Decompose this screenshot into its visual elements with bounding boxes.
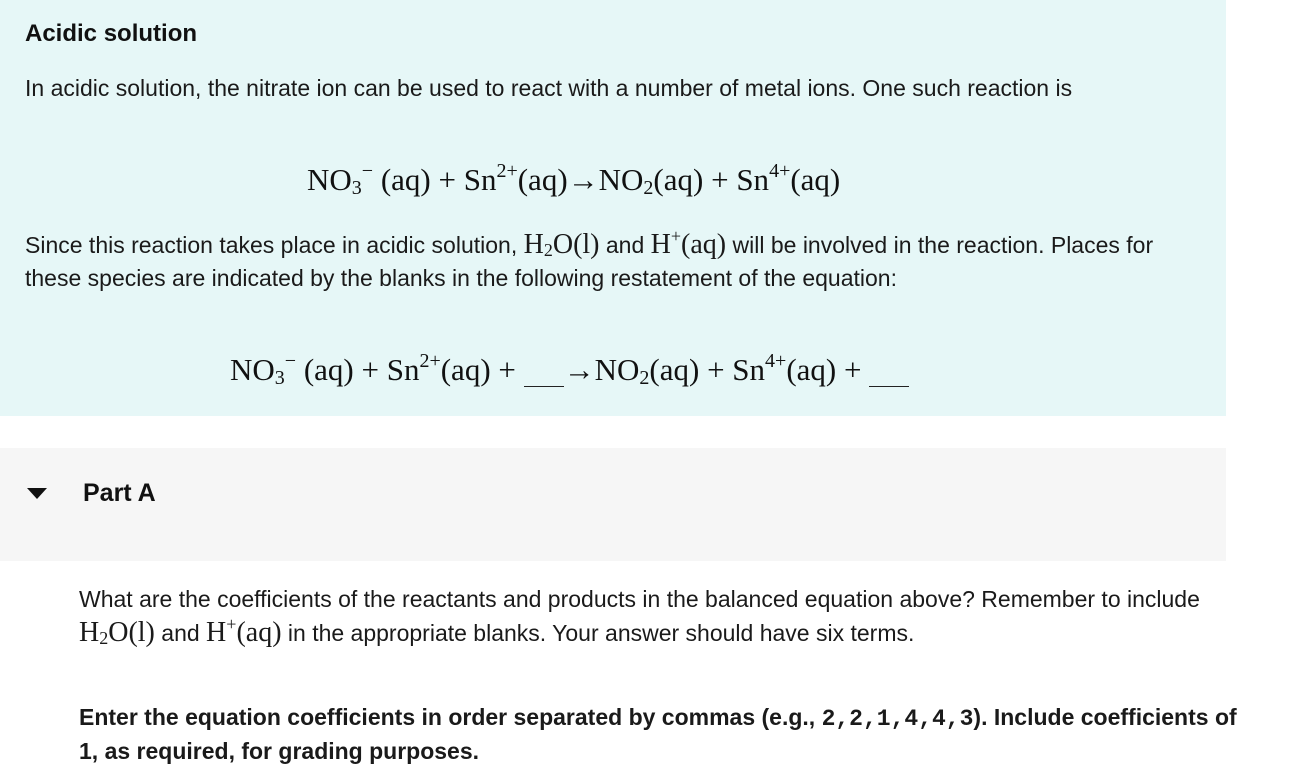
part-a-header[interactable]	[0, 448, 1226, 561]
instructions-text: Enter the equation coefficients in order separated by commas (e.g., 2,2,1,4,4,3). Include coefficients of 1, as required, for grading purposes.	[79, 704, 1237, 764]
intro-paragraph-2: Since this reaction takes place in acidic solution, $H_2O(l)$ and H+(aq) will be involved in the reaction. Places for these species are indicated by the blanks in the following restatement of the equation:	[25, 226, 1154, 291]
intro-paragraph: In acidic solution, the nitrate ion can be used to react with a number of metal ions. One such reaction is	[25, 75, 1073, 101]
caret-down-icon[interactable]	[27, 488, 47, 499]
water-formula: $H_2O(l)$	[523, 229, 600, 260]
water-formula: $H_2O(l)$	[79, 617, 155, 648]
hydrogen-ion-formula: H+(aq)	[650, 226, 727, 260]
equation-blank	[524, 386, 564, 387]
example-coefficients: 2,2,1,4,4,3	[821, 706, 974, 732]
hydrogen-ion-formula: H+(aq)	[206, 614, 282, 648]
reaction-equation: $NO_3^-$ $(aq) + Sn^{2+}(aq)\to NO_2(aq) + Sn^{4+}(aq)$	[307, 160, 841, 199]
equation-blank	[869, 386, 909, 387]
part-title[interactable]: Part A	[83, 479, 156, 507]
question-text: What are the coefficients of the reactants and products in the balanced equation above? Remember to include $H_2O(l)$ and H+(aq) in the appropriate blanks. Your answer should have six terms.	[79, 586, 1200, 648]
intro-title: Acidic solution	[25, 20, 198, 47]
restated-equation: $NO_3^-$ $(aq) + Sn^{2+}(aq) + \to NO_2(aq) + Sn^{4+}(aq)$ +	[230, 352, 909, 388]
